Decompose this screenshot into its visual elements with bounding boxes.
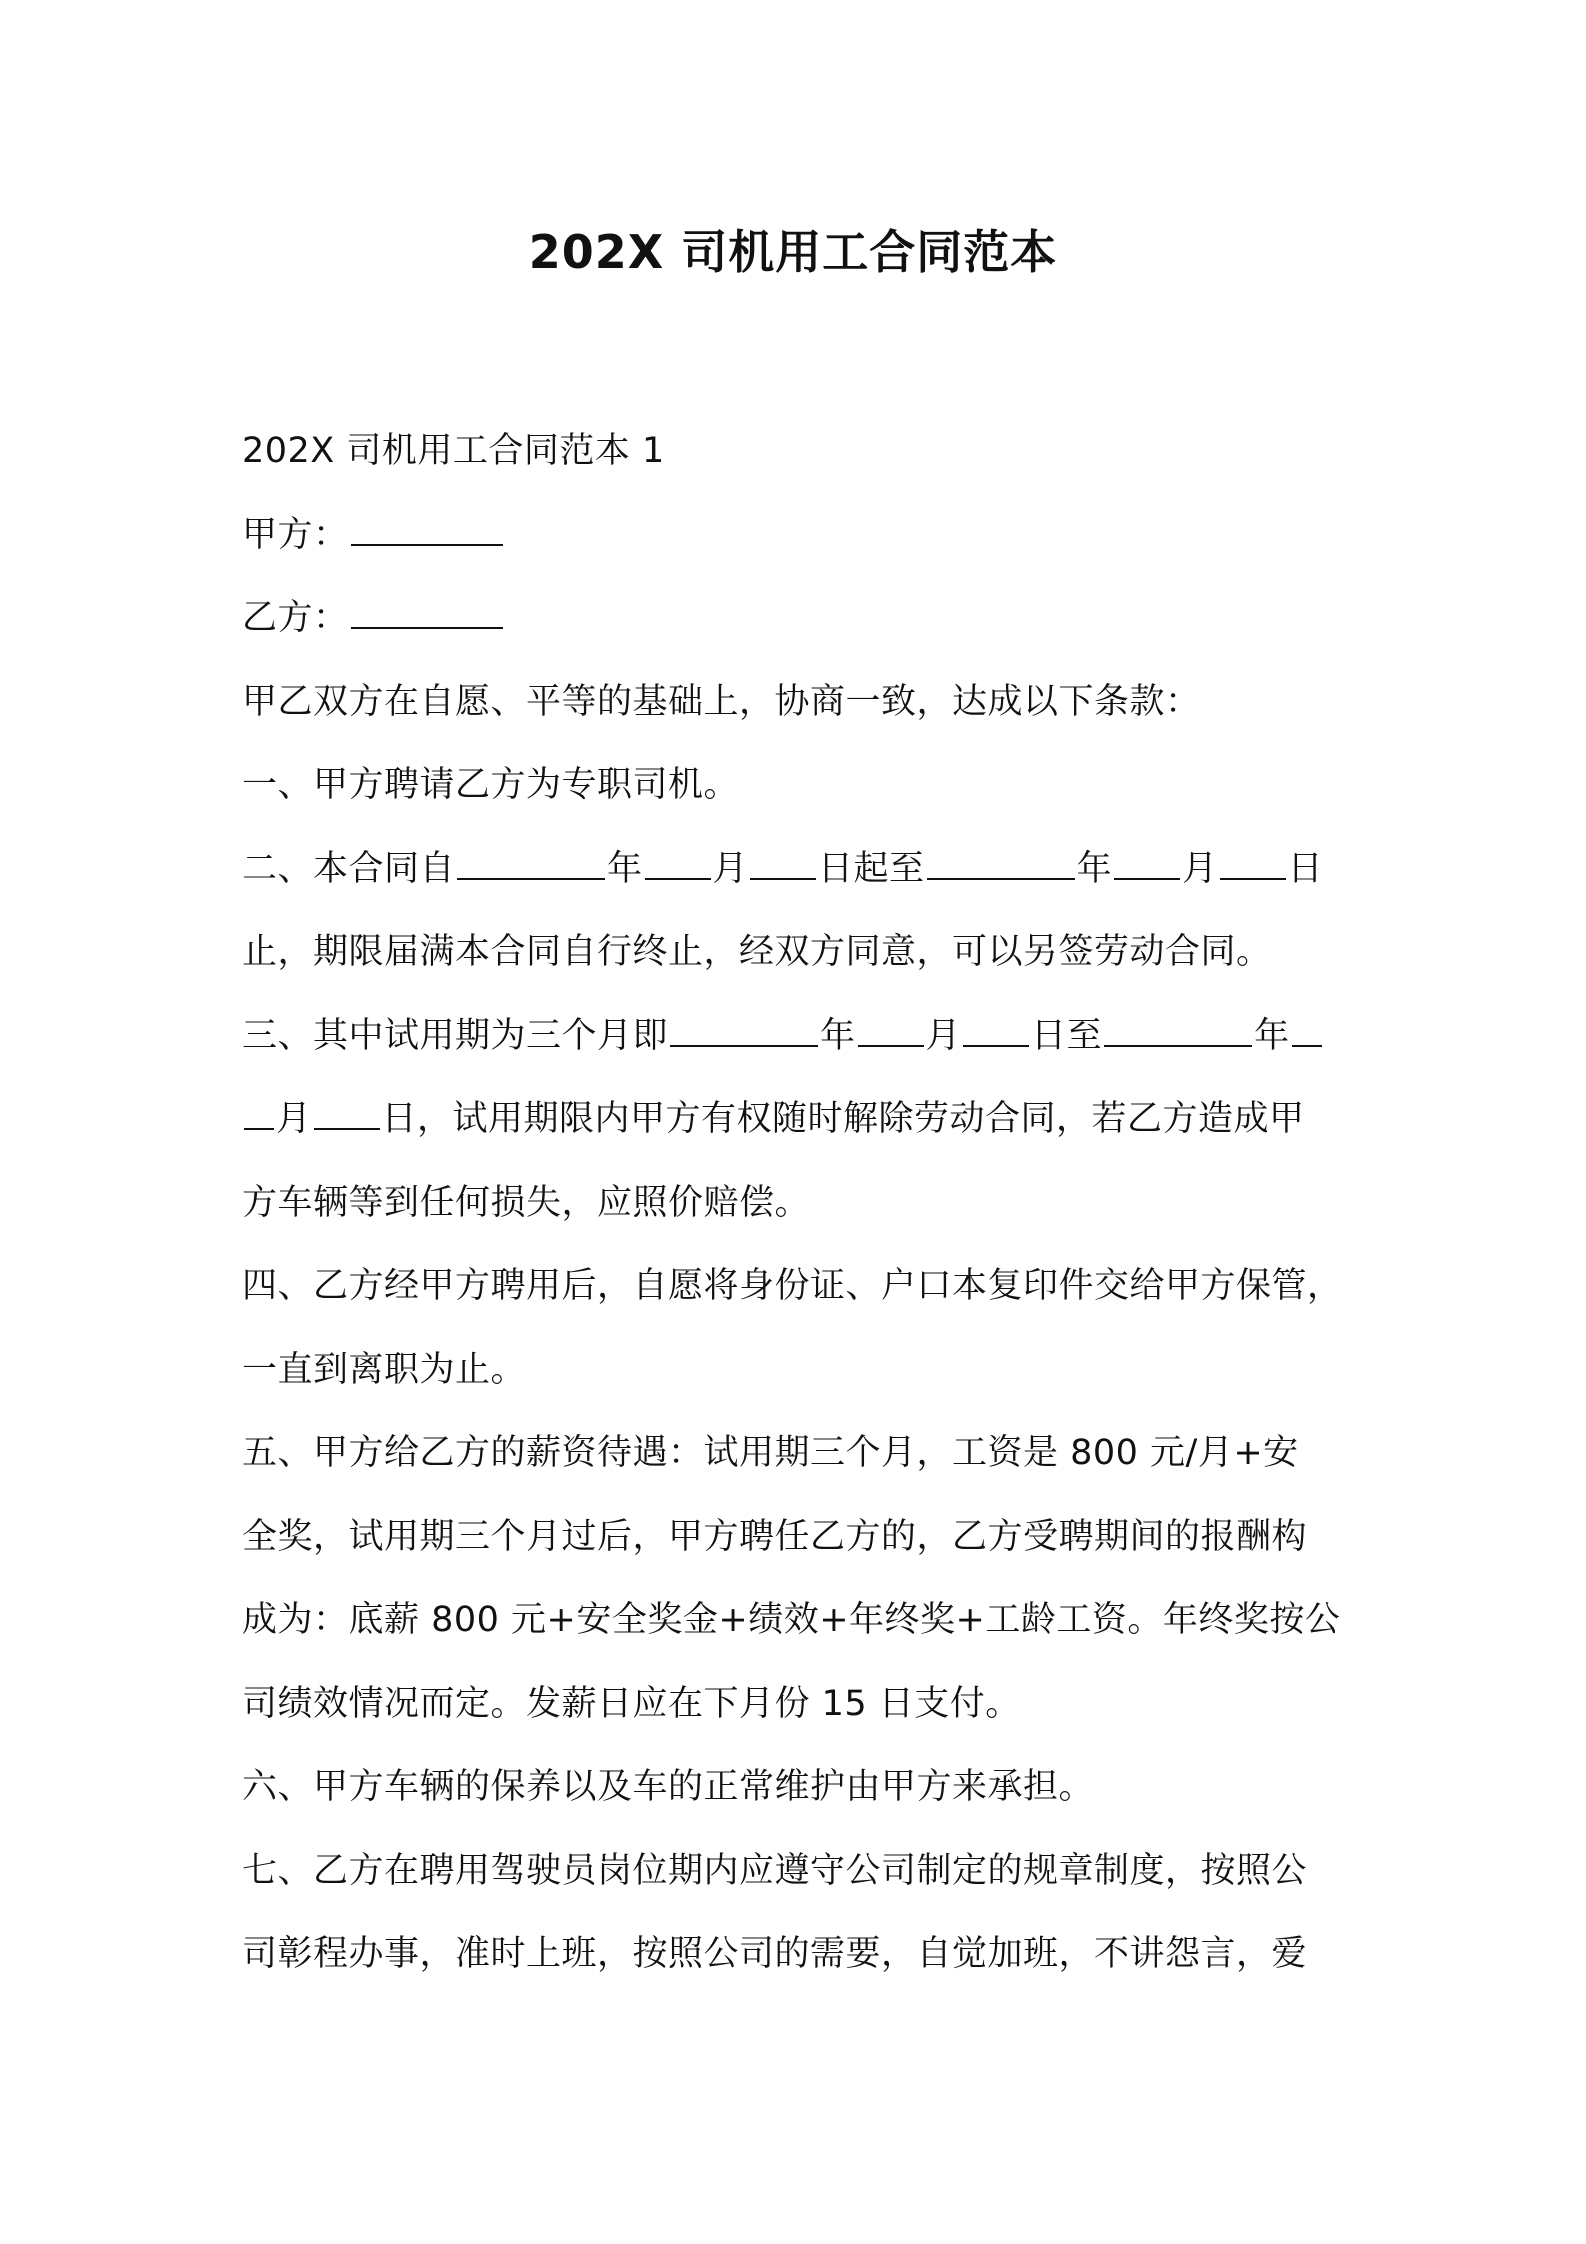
clause-2-line-1 [242,828,1352,912]
party-b-blank [351,597,503,629]
clause-1: 一、甲方聘请乙方为专职司机。 [242,765,740,805]
clause-3-line-2-text: 日，试用期限内甲方有权随时解除劳动合同，若乙方造成甲 [381,1099,1305,1139]
document-title: 202X 司机用工合同范本 [528,225,1058,279]
trial-end-month-blank-part-1 [1292,1015,1322,1047]
clause-6: 六、甲方车辆的保养以及车的正常维护由甲方来承担。 [242,1767,1095,1807]
party-a-label: 甲方： [242,514,349,555]
end-day-blank [1220,848,1286,880]
party-a-line [242,494,1352,578]
party-a-blank [351,514,503,546]
day-from-label: 日起至 [818,848,925,889]
year-label: 年 [820,1015,856,1056]
clause-4-line-1: 四、乙方经甲方聘用后，自愿将身份证、户口本复印件交给甲方保管， [242,1266,1343,1306]
intro-paragraph: 甲乙双方在自愿、平等的基础上，协商一致，达成以下条款： [242,681,1201,722]
month-label-2: 月 [1182,848,1218,889]
year-label-2: 年 [1254,1015,1290,1056]
clause-2-line-2: 止，期限届满本合同自行终止，经双方同意，可以另签劳动合同。 [242,932,1272,972]
day-label-2: 日 [1287,848,1324,889]
month-label: 月 [925,1015,962,1056]
trial-start-year-blank [670,1015,818,1047]
trial-start-day-blank [963,1015,1029,1047]
month-label-2: 月 [276,1099,312,1139]
clause-2-prefix: 二、本合同自 [242,848,456,889]
clause-5-line-1: 五、甲方给乙方的薪资待遇：试用期三个月，工资是 800 元/月+安 [242,1433,1299,1473]
year-label: 年 [607,848,643,889]
clause-3-line-3: 方车辆等到任何损失，应照价赔偿。 [242,1182,811,1223]
trial-start-month-blank [858,1015,924,1047]
clause-5-line-2: 全奖，试用期三个月过后，甲方聘任乙方的，乙方受聘期间的报酬构 [242,1516,1308,1557]
day-to-label: 日至 [1031,1015,1103,1056]
clause-7-line-1: 七、乙方在聘用驾驶员岗位期内应遵守公司制定的规章制度，按照公 [242,1850,1308,1891]
clause-3-line-2 [242,1078,1352,1162]
trial-end-day-blank [314,1098,380,1130]
document-body [242,410,1352,1997]
clause-5-line-3: 成为：底薪 800 元+安全奖金+绩效+年终奖+工龄工资。年终奖按公 [242,1600,1341,1640]
end-year-blank [927,848,1075,880]
clause-3-prefix: 三、其中试用期为三个月即 [242,1015,669,1056]
clause-7-line-2: 司彰程办事，准时上班，按照公司的需要，自觉加班，不讲怨言，爱 [242,1934,1308,1974]
section-heading: 202X 司机用工合同范本 1 [242,431,665,471]
party-b-line [242,577,1352,661]
end-month-blank [1114,848,1180,880]
clause-3-line-1 [242,995,1352,1079]
start-year-blank [457,848,605,880]
party-b-label: 乙方： [242,598,349,638]
year-label-2: 年 [1076,848,1113,889]
trial-end-month-blank-part-2 [244,1098,274,1130]
clause-4-line-2: 一直到离职为止。 [242,1349,527,1390]
month-label: 月 [712,848,749,889]
clause-5-line-4: 司绩效情况而定。发薪日应在下月份 15 日支付。 [242,1683,1021,1724]
start-month-blank [645,848,711,880]
start-day-blank [750,848,816,880]
trial-end-year-blank [1104,1015,1252,1047]
